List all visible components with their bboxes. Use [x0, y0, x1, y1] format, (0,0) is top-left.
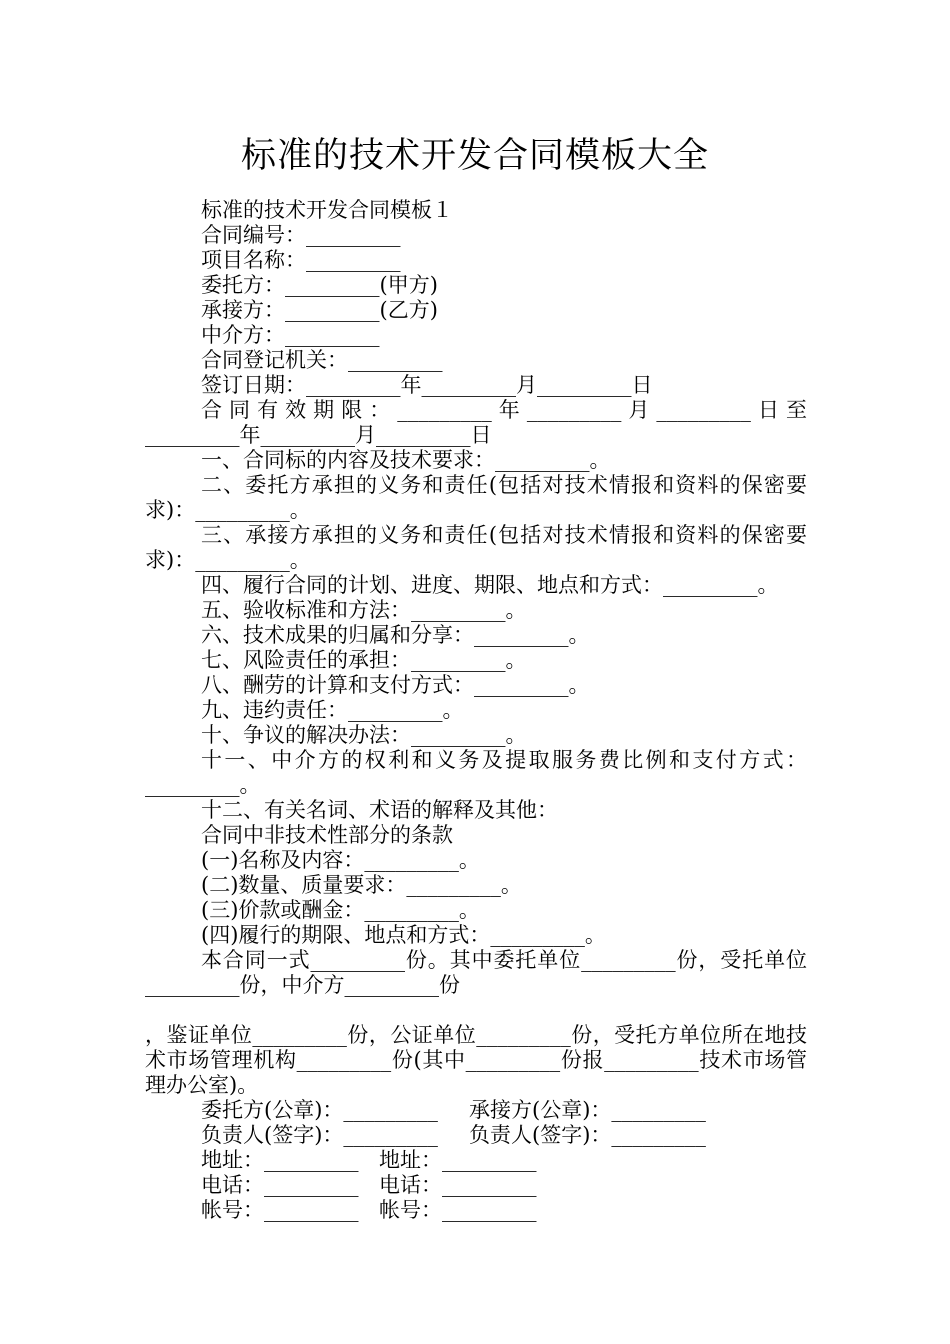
client-address-field: 地址：_________: [201, 1148, 359, 1172]
contractor-responsible-field: 负责人(签字)：_________: [469, 1123, 706, 1147]
nontech-item-2: (二)数量、质量要求：_________。: [201, 873, 522, 897]
contractor-line: 承接方：_________(乙方): [201, 298, 438, 322]
copies-paragraph-continued: ，鉴证单位_________份，公证单位_________份，受托方单位所在地技术市场管理机构_________份(其中_________份报_________技术市场管理办公室)。: [145, 1023, 807, 1097]
contact-row-account: [145, 1198, 807, 1223]
client-responsible-field: 负责人(签字)：_________: [201, 1123, 438, 1147]
clause-8: 八、酬劳的计算和支付方式：_________。: [201, 673, 590, 697]
contractor-address-field: 地址：_________: [379, 1148, 537, 1172]
clause-4: 四、履行合同的计划、进度、期限、地点和方式：_________。: [201, 573, 779, 597]
signing-date-line: 签订日期：_________年_________月_________日: [201, 373, 653, 397]
copies-paragraph: 本合同一式_________份。其中委托单位_________份，受托单位_________份，中介方_________份: [145, 948, 807, 997]
contractor-account-field: 帐号：_________: [379, 1198, 537, 1222]
clause-1: 一、合同标的内容及技术要求：_________。: [201, 448, 611, 472]
client-line: 委托方：_________(甲方): [201, 273, 438, 297]
clause-3: 三、承接方承担的义务和责任(包括对技术情报和资料的保密要求)：_________。: [145, 523, 807, 572]
clause-7: 七、风险责任的承担：_________。: [201, 648, 527, 672]
client-account-field: 帐号：_________: [201, 1198, 359, 1222]
validity-period-line: 合同有效期限：_________年_________月_________日至_________年_________月_________日: [145, 398, 807, 447]
nontech-item-4: (四)履行的期限、地点和方式：_________。: [201, 923, 606, 947]
blank-line: [145, 998, 807, 1023]
contract-number-line: 合同编号：_________: [201, 223, 401, 247]
clause-5: 五、验收标准和方法：_________。: [201, 598, 527, 622]
client-seal-field: 委托方(公章)：_________: [201, 1098, 438, 1122]
nontech-item-3: (三)价款或酬金：_________。: [201, 898, 480, 922]
signature-row-seal: [145, 1098, 807, 1123]
contact-row-phone: [145, 1173, 807, 1198]
nontech-heading: 合同中非技术性部分的条款: [201, 823, 453, 847]
registration-authority-line: 合同登记机关：_________: [201, 348, 443, 372]
clause-9: 九、违约责任：_________。: [201, 698, 464, 722]
clause-2: 二、委托方承担的义务和责任(包括对技术情报和资料的保密要求)：_________。: [145, 473, 807, 522]
clause-11: 十一、中介方的权利和义务及提取服务费比例和支付方式：_________。: [145, 748, 807, 797]
clause-10: 十、争议的解决办法：_________。: [201, 723, 527, 747]
document-body: [145, 198, 807, 1223]
intermediary-line: 中介方：_________: [201, 323, 380, 347]
clause-12: 十二、有关名词、术语的解释及其他：: [201, 798, 558, 822]
contact-row-address: [145, 1148, 807, 1173]
project-name-line: 项目名称：_________: [201, 248, 401, 272]
section-heading: 标准的技术开发合同模板１: [201, 198, 453, 222]
document-title: 标准的技术开发合同模板大全: [240, 136, 709, 176]
contractor-seal-field: 承接方(公章)：_________: [469, 1098, 706, 1122]
contractor-phone-field: 电话：_________: [379, 1173, 537, 1197]
signature-row-responsible: [145, 1123, 807, 1148]
clause-6: 六、技术成果的归属和分享：_________。: [201, 623, 590, 647]
client-phone-field: 电话：_________: [201, 1173, 359, 1197]
nontech-item-1: (一)名称及内容：_________。: [201, 848, 480, 872]
